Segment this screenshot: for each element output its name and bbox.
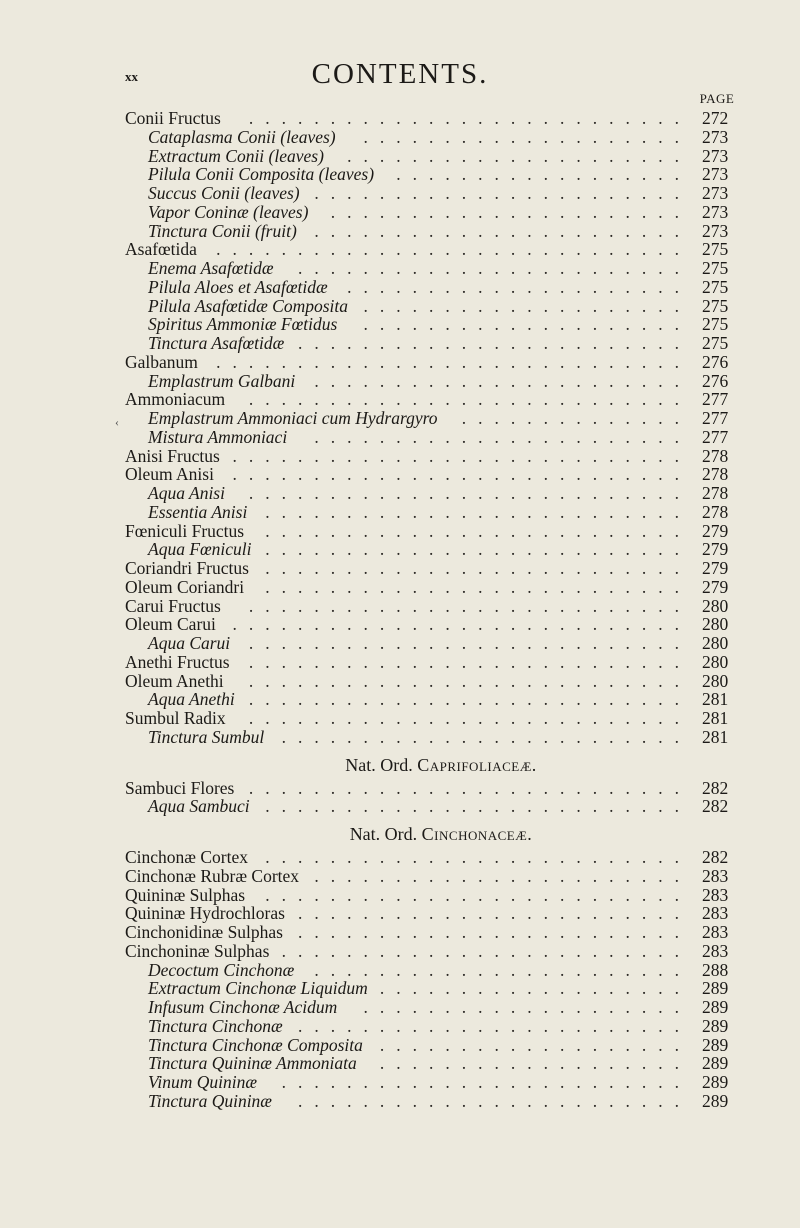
- dot-leader: ...........................: [248, 689, 691, 710]
- entry-title: Oleum Anisi: [125, 464, 214, 485]
- entry-page-number: 289: [702, 1072, 729, 1092]
- entry-page-number: 280: [702, 595, 729, 616]
- dot-leader: ........................: [298, 258, 691, 278]
- page-folio: xx: [125, 69, 138, 84]
- contents-entry: [125, 447, 757, 466]
- entry-title: Essentia Anisi: [148, 501, 248, 522]
- dot-leader: ..........................: [265, 576, 691, 597]
- contents-entry: [125, 886, 757, 905]
- contents-entry: [125, 522, 757, 541]
- entry-page-number: 280: [702, 633, 729, 653]
- dot-leader: .......................: [314, 426, 691, 447]
- entry-title: Aqua Anethi: [148, 689, 235, 710]
- entry-page-number: 278: [702, 464, 729, 485]
- entry-title: Extractum Conii (leaves): [148, 145, 324, 166]
- entry-page-number: 288: [702, 959, 729, 980]
- contents-list: [125, 109, 757, 1111]
- dot-leader: ..........................: [265, 796, 691, 817]
- dot-leader: ........................: [298, 922, 691, 942]
- dot-leader: ...........................: [248, 777, 691, 798]
- entry-title: Anethi Fructus: [125, 651, 230, 672]
- entry-page-number: 275: [702, 295, 729, 316]
- dot-leader: ......................: [330, 201, 691, 222]
- contents-entry: [125, 942, 757, 961]
- dot-leader: .......................: [314, 220, 691, 241]
- contents-entry: [125, 1036, 757, 1055]
- dot-leader: ..........................: [265, 558, 691, 578]
- dot-leader: ...........................: [248, 595, 691, 616]
- entry-page-number: 275: [702, 333, 729, 353]
- entry-page-number: 273: [702, 220, 729, 241]
- entry-title: Cataplasma Conii (leaves): [148, 126, 336, 147]
- entry-title: Cinchoninæ Sulphas: [125, 940, 270, 961]
- page-column-label: PAGE: [699, 91, 735, 106]
- entry-page-number: 283: [702, 865, 729, 886]
- dot-leader: ...........................: [248, 483, 691, 503]
- entry-page-number: 273: [702, 164, 729, 185]
- dot-leader: ...........................: [248, 389, 691, 410]
- contents-entry: [125, 779, 757, 798]
- entry-title: Tinctura Conii (fruit): [148, 220, 297, 241]
- entry-title: Oleum Anethi: [125, 670, 224, 691]
- section-heading: [125, 824, 757, 845]
- contents-entry: [125, 540, 757, 559]
- entry-title: Tinctura Asafœtidæ: [148, 333, 285, 353]
- dot-leader: ..........................: [265, 501, 691, 522]
- entry-title: Asafœtida: [125, 239, 197, 260]
- entry-title: Tinctura Cinchonæ Composita: [148, 1034, 363, 1055]
- section-heading-row: [125, 824, 757, 848]
- dot-leader: .......................: [314, 959, 691, 980]
- entry-page-number: 282: [702, 847, 729, 867]
- entry-title: Anisi Fructus: [125, 445, 220, 466]
- dot-leader: ..........................: [265, 539, 691, 560]
- entry-title: Quininæ Hydrochloras: [125, 903, 285, 924]
- contents-entry: [125, 709, 757, 728]
- dot-leader: ..................: [396, 164, 691, 185]
- contents-entry: [125, 428, 757, 447]
- contents-entry: [125, 222, 757, 241]
- entry-page-number: 275: [702, 239, 729, 260]
- contents-entry: [125, 484, 757, 503]
- entry-title: Tinctura Sumbul: [148, 726, 265, 747]
- contents-entry: [125, 848, 757, 867]
- entry-page-number: 277: [702, 408, 729, 428]
- dot-leader: .....................: [347, 276, 691, 297]
- contents-entry: [125, 728, 757, 747]
- entry-page-number: 282: [702, 777, 729, 798]
- entry-page-number: 273: [702, 183, 729, 203]
- contents-entry: [125, 1054, 757, 1073]
- dot-leader: ........................: [298, 1015, 691, 1036]
- entry-title: Succus Conii (leaves): [148, 183, 300, 203]
- entry-page-number: 289: [702, 1034, 729, 1055]
- section-heading-prefix: Nat. Ord.: [349, 824, 418, 844]
- entry-title: Tinctura Cinchonæ: [148, 1015, 283, 1036]
- entry-page-number: 276: [702, 370, 729, 391]
- dot-leader: ...................: [379, 978, 691, 999]
- entry-title: Carui Fructus: [125, 595, 221, 616]
- entry-title: Emplastrum Galbani: [148, 370, 296, 391]
- entry-page-number: 276: [702, 351, 729, 372]
- entry-page-number: 278: [702, 445, 729, 466]
- entry-title: Extractum Cinchonæ Liquidum: [148, 978, 368, 999]
- dot-leader: ........................: [298, 903, 691, 924]
- contents-entry: [125, 559, 757, 578]
- contents-entry: [125, 128, 757, 147]
- entry-title: Coriandri Fructus: [125, 558, 249, 578]
- entry-page-number: 279: [702, 558, 729, 578]
- entry-page-number: 278: [702, 501, 729, 522]
- entry-page-number: 289: [702, 1090, 729, 1111]
- entry-page-number: 279: [702, 576, 729, 597]
- entry-title: Conii Fructus: [125, 108, 221, 128]
- entry-title: Aqua Anisi: [148, 483, 225, 503]
- dot-leader: .........................: [281, 1072, 691, 1092]
- entry-page-number: 273: [702, 126, 729, 147]
- entry-page-number: 279: [702, 539, 729, 560]
- dot-leader: .......................: [314, 183, 691, 203]
- contents-entry: [125, 597, 757, 616]
- entry-title: Fœniculi Fructus: [125, 520, 245, 541]
- contents-entry: [125, 615, 757, 634]
- contents-entry: [125, 240, 757, 259]
- dot-leader: ....................: [363, 126, 691, 147]
- section-heading-prefix: Nat. Ord.: [345, 754, 413, 775]
- entry-title: Mistura Ammoniaci: [148, 426, 288, 447]
- entry-page-number: 272: [702, 108, 729, 128]
- contents-entry: [125, 297, 757, 316]
- entry-page-number: 281: [702, 708, 729, 728]
- section-heading-name: Cinchonaceæ.: [421, 824, 533, 844]
- contents-entry: [125, 353, 757, 372]
- dot-leader: .......................: [314, 865, 691, 886]
- entry-page-number: 283: [702, 922, 729, 942]
- entry-page-number: 289: [702, 978, 729, 999]
- contents-entry: [125, 867, 757, 886]
- page-title: CONTENTS.: [311, 58, 489, 90]
- entry-page-number: 278: [702, 483, 729, 503]
- dot-leader: ....................: [363, 997, 691, 1017]
- dot-leader: ..........................: [265, 884, 691, 905]
- contents-entry: [125, 203, 757, 222]
- contents-entry: [125, 147, 757, 166]
- dot-leader: .......................: [314, 370, 691, 391]
- entry-page-number: 275: [702, 314, 729, 335]
- contents-entry: [125, 904, 757, 923]
- entry-page-number: 275: [702, 276, 729, 297]
- entry-page-number: 273: [702, 145, 729, 166]
- entry-title: Cinchonæ Cortex: [125, 847, 248, 867]
- entry-title: Cinchonæ Rubræ Cortex: [125, 865, 300, 886]
- entry-title: Aqua Carui: [148, 633, 231, 653]
- dot-leader: ...................: [379, 1053, 691, 1074]
- entry-title: Tinctura Quininæ Ammoniata: [148, 1053, 357, 1074]
- entry-page-number: 280: [702, 614, 729, 635]
- entry-page-number: 280: [702, 670, 729, 691]
- contents-entry: [125, 1017, 757, 1036]
- section-gap: [125, 747, 757, 755]
- entry-page-number: 289: [702, 1053, 729, 1074]
- entry-page-number: 281: [702, 726, 729, 747]
- dot-leader: .....................: [347, 145, 691, 166]
- entry-page-number: 277: [702, 389, 729, 410]
- entry-title: Aqua Fœniculi: [148, 539, 252, 560]
- entry-title: Decoctum Cinchonæ: [148, 959, 295, 980]
- dot-leader: ..............: [461, 408, 691, 428]
- entry-title: Pilula Aloes et Asafœtidæ: [148, 276, 328, 297]
- entry-title: Oleum Coriandri: [125, 576, 245, 597]
- contents-entry: [125, 409, 757, 428]
- contents-entry: [125, 184, 757, 203]
- dot-leader: .............................: [216, 351, 691, 372]
- contents-entry: [125, 923, 757, 942]
- contents-entry: [125, 1073, 757, 1092]
- entry-page-number: 282: [702, 796, 729, 817]
- dot-leader: ...................: [379, 1034, 691, 1055]
- dot-leader: .............................: [216, 239, 691, 260]
- dot-leader: ........................: [298, 1090, 691, 1111]
- dot-leader: ..........................: [265, 847, 691, 867]
- contents-entry: [125, 578, 757, 597]
- entry-title: Emplastrum Ammoniaci cum Hydrargyro: [148, 408, 438, 428]
- dot-leader: ...........................: [248, 651, 691, 672]
- dot-leader: .........................: [281, 940, 691, 961]
- dot-leader: ............................: [232, 614, 691, 635]
- entry-title: Vapor Coninæ (leaves): [148, 201, 309, 222]
- entry-title: Cinchonidinæ Sulphas: [125, 922, 283, 942]
- entry-title: Sambuci Flores: [125, 777, 235, 798]
- contents-entry: [125, 372, 757, 391]
- margin-mark: ‹: [115, 415, 119, 429]
- dot-leader: ....................: [363, 295, 691, 316]
- dot-leader: ...........................: [248, 670, 691, 691]
- entry-title: Enema Asafœtidæ: [148, 258, 274, 278]
- entry-title: Galbanum: [125, 351, 198, 372]
- contents-entry: [125, 672, 757, 691]
- entry-page-number: 289: [702, 997, 729, 1017]
- dot-leader: ....................: [363, 314, 691, 335]
- entry-page-number: 289: [702, 1015, 729, 1036]
- dot-leader: ............................: [232, 445, 691, 466]
- entry-page-number: 283: [702, 884, 729, 905]
- section-heading-row: [125, 755, 757, 779]
- entry-title: Quininæ Sulphas: [125, 884, 246, 905]
- contents-entry: [125, 998, 757, 1017]
- contents-entry: [125, 503, 757, 522]
- contents-entry: [125, 165, 757, 184]
- entry-title: Ammoniacum: [125, 389, 226, 410]
- dot-leader: ...........................: [248, 708, 691, 728]
- entry-page-number: 283: [702, 940, 729, 961]
- contents-entry: [125, 961, 757, 980]
- contents-entry: [125, 653, 757, 672]
- entry-page-number: 275: [702, 258, 729, 278]
- dot-leader: ...........................: [248, 633, 691, 653]
- contents-entry: [125, 278, 757, 297]
- entry-title: Tinctura Quininæ: [148, 1090, 272, 1111]
- dot-leader: ........................: [298, 333, 691, 353]
- entry-page-number: 281: [702, 689, 729, 710]
- entry-page-number: 279: [702, 520, 729, 541]
- contents-entry: [125, 259, 757, 278]
- entry-title: Pilula Conii Composita (leaves): [148, 164, 375, 185]
- entry-page-number: 277: [702, 426, 729, 447]
- section-heading: [125, 755, 757, 776]
- contents-entry: [125, 634, 757, 653]
- contents-entry: [125, 109, 757, 128]
- contents-entry: [125, 979, 757, 998]
- entry-page-number: 273: [702, 201, 729, 222]
- section-gap: [125, 816, 757, 824]
- dot-leader: .........................: [281, 726, 691, 747]
- dot-leader: ...........................: [248, 108, 691, 128]
- dot-leader: ..........................: [265, 520, 691, 541]
- contents-entry: [125, 797, 757, 816]
- dot-leader: ............................: [232, 464, 691, 485]
- contents-entry: [125, 315, 757, 334]
- entry-title: Infusum Cinchonæ Acidum: [148, 997, 338, 1017]
- section-heading-name: Caprifoliaceæ.: [417, 754, 537, 775]
- entry-title: Sumbul Radix: [125, 708, 226, 728]
- contents-entry: [125, 1092, 757, 1111]
- contents-entry: [125, 690, 757, 709]
- entry-title: Aqua Sambuci: [148, 796, 250, 817]
- entry-title: Pilula Asafœtidæ Composita: [148, 295, 348, 316]
- entry-page-number: 283: [702, 903, 729, 924]
- entry-title: Spiritus Ammoniæ Fœtidus: [148, 314, 338, 335]
- contents-entry: [125, 334, 757, 353]
- entry-page-number: 280: [702, 651, 729, 672]
- entry-title: Oleum Carui: [125, 614, 216, 635]
- entry-title: Vinum Quininæ: [148, 1072, 258, 1092]
- contents-entry: [125, 465, 757, 484]
- contents-entry: [125, 390, 757, 409]
